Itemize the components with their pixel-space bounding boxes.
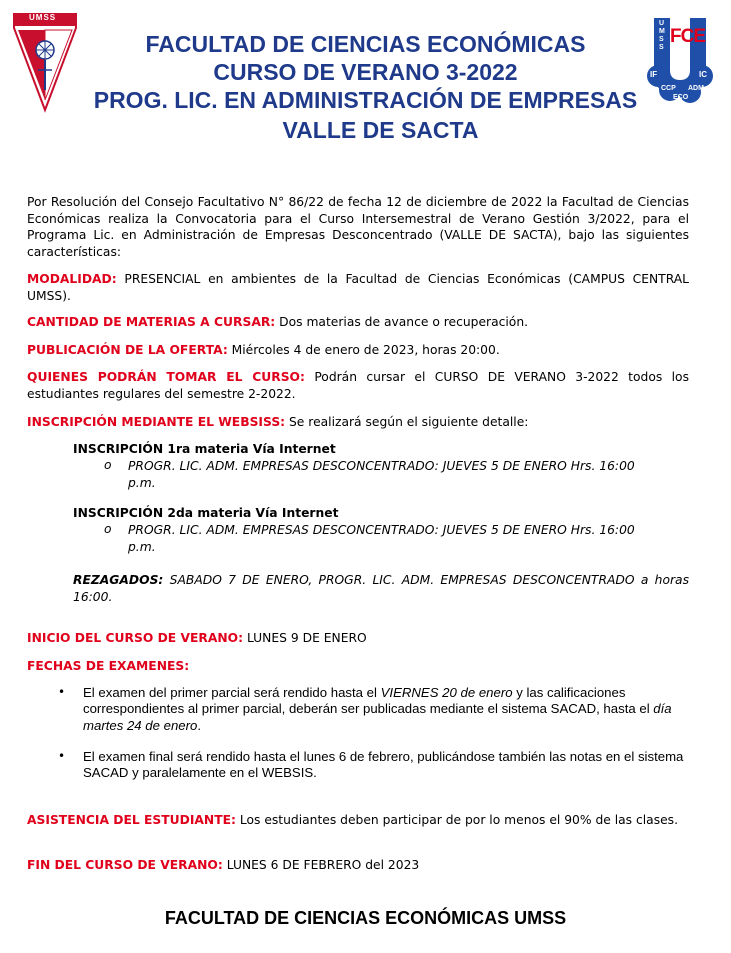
exam1-part-c: y las calificaciones correspondientes al primer parcial, deberán ser publicadas mediante el sistema SACAD, hasta el <box>83 685 654 717</box>
rezagados-section <box>73 572 689 605</box>
modalidad-label: MODALIDAD: <box>27 272 117 286</box>
title-course: CURSO DE VERANO 3-2022 <box>213 59 518 85</box>
inscripcion-label: INSCRIPCIÓN MEDIANTE EL WEBSISS: <box>27 415 286 429</box>
inscripcion-text: Se realizará según el siguiente detalle: <box>285 415 529 429</box>
inicio-text: LUNES 9 DE ENERO <box>243 631 367 645</box>
quienes-section <box>27 369 689 402</box>
publicacion-section <box>27 342 689 359</box>
fin-section <box>27 857 689 874</box>
inicio-section <box>27 630 689 647</box>
fce-logo-letters: FCE <box>670 26 705 47</box>
inscripcion-section <box>27 414 689 431</box>
rezagados-label: REZAGADOS: <box>73 573 164 587</box>
fce-logo-if: IF <box>650 70 658 79</box>
insc1-line1: PROGR. LIC. ADM. EMPRESAS DESCONCENTRADO: JUEVES 5 DE ENERO Hrs. 16:00 <box>128 459 635 473</box>
intro-paragraph: Por Resolución del Consejo Facultativo N° 86/22 de fecha 12 de diciembre de 2022 la Facultad de Ciencias Económicas realiza la Convocatoria para el Curso Intersemestral de Verano Gestión 3/2022, para el Programa Lic. en Administración de Empresas Desconcentrado (VALLE DE SACTA), bajo las siguientes características: <box>27 195 689 259</box>
modalidad-section <box>27 271 689 304</box>
exam1-part-a: El examen del primer parcial será rendido hasta el <box>83 685 381 700</box>
title-faculty: FACULTAD DE CIENCIAS ECONÓMICAS <box>145 31 586 57</box>
fce-logo-ic: IC <box>699 70 707 79</box>
exam1-bullet: • <box>58 685 66 699</box>
fechas-section <box>27 658 689 675</box>
insc2-title: INSCRIPCIÓN 2da materia Vía Internet <box>73 506 339 520</box>
insc1-line2: p.m. <box>128 476 156 490</box>
title-program: PROG. LIC. EN ADMINISTRACIÓN DE EMPRESAS <box>93 87 638 113</box>
title-location: VALLE DE SACTA <box>282 117 479 143</box>
quienes-label: QUIENES PODRÁN TOMAR EL CURSO: <box>27 370 305 384</box>
exam1-date-martes: día martes 24 de enero <box>83 701 672 733</box>
insc2-line1: PROGR. LIC. ADM. EMPRESAS DESCONCENTRADO: JUEVES 5 DE ENERO Hrs. 16:00 <box>128 523 635 537</box>
quienes-text: Podrán cursar el CURSO DE VERANO 3-2022 todos los estudiantes regulares del semestre 2-2022. <box>27 370 689 401</box>
publicacion-text: Miércoles 4 de enero de 2023, horas 20:00. <box>227 343 500 357</box>
exam1-text <box>83 685 689 734</box>
insc2-line2: p.m. <box>128 540 156 554</box>
publicacion-label: PUBLICACIÓN DE LA OFERTA: <box>27 343 228 357</box>
exam2-bullet: • <box>58 749 66 763</box>
rezagados-text: SABADO 7 DE ENERO, PROGR. LIC. ADM. EMPRESAS DESCONCENTRADO a horas 16:00. <box>73 573 689 604</box>
asistencia-label: ASISTENCIA DEL ESTUDIANTE: <box>27 813 236 827</box>
exam1-date-viernes: VIERNES 20 de enero <box>380 685 513 700</box>
fce-logo-eco: ECO <box>673 94 689 101</box>
footer-title: FACULTAD DE CIENCIAS ECONÓMICAS UMSS <box>164 908 567 928</box>
fce-logo-umss: UMSS <box>659 20 665 51</box>
exam2-text: El examen final será rendido hasta el lunes 6 de febrero, publicándose también las notas en el sistema SACAD y paralelamente en el WEBSIS. <box>83 749 684 781</box>
asistencia-text: Los estudiantes deben participar de por lo menos el 90% de las clases. <box>235 813 679 827</box>
fechas-label: FECHAS DE EXAMENES: <box>27 659 190 673</box>
inicio-label: INICIO DEL CURSO DE VERANO: <box>27 631 244 645</box>
cantidad-label: CANTIDAD DE MATERIAS A CURSAR: <box>27 315 276 329</box>
cantidad-text: Dos materias de avance o recuperación. <box>275 315 529 329</box>
exam1-part-e: . <box>197 717 202 733</box>
fin-text: LUNES 6 DE FEBRERO del 2023 <box>222 858 420 872</box>
fce-logo-ccp: CCP <box>661 85 676 92</box>
modalidad-text: PRESENCIAL en ambientes de la Facultad de Ciencias Económicas (CAMPUS CENTRAL UMSS). <box>27 272 689 303</box>
insc1-title: INSCRIPCIÓN 1ra materia Vía Internet <box>73 442 336 456</box>
fce-logo-adm: ADM <box>688 85 704 92</box>
asistencia-section <box>27 812 689 829</box>
umss-logo-text: UMSS <box>29 13 57 22</box>
insc1-bullet: o <box>104 458 112 472</box>
insc2-bullet: o <box>104 522 112 536</box>
cantidad-section <box>27 314 689 331</box>
fin-label: FIN DEL CURSO DE VERANO: <box>27 858 223 872</box>
